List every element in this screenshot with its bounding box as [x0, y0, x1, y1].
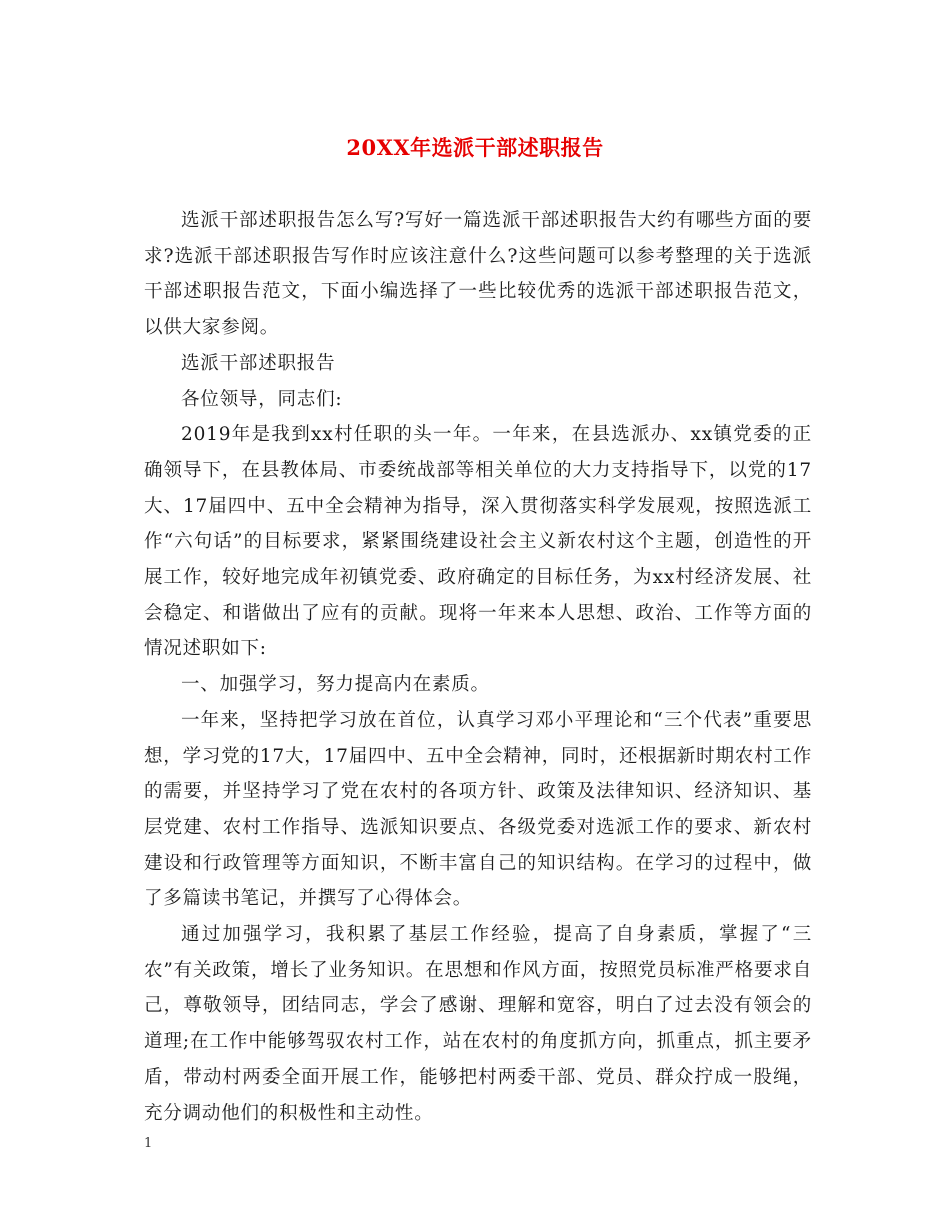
document-body [144, 203, 812, 1131]
section-heading-study: 一、加强学习，努力提高内在素质。 [181, 674, 490, 696]
overview-paragraph: 2019年是我到xx村任职的头一年。一年来，在县选派办、xx镇党委的正确领导下，在县教体局、市委统战部等相关单位的大力支持指导下，以党的17大、17届四中、五中全会精神为指导，深入贯彻落实科学发展观，按照选派工作“六句话”的目标要求，紧紧围绕建设社会主义新农村这个主题，创造性的开展工作，较好地完成年初镇党委、政府确定的目标任务，为xx村经济发展、社会稳定、和谐做出了应有的贡献。现将一年来本人思想、政治、工作等方面的情况述职如下: [144, 424, 812, 660]
salutation: 各位领导，同志们: [181, 388, 343, 410]
results-paragraph: 通过加强学习，我积累了基层工作经验，提高了自身素质，掌握了“三农”有关政策，增长了业务知识。在思想和作风方面，按照党员标准严格要求自己，尊敬领导，团结同志，学会了感谢、理解和宽容，明白了过去没有领会的道理;在工作中能够驾驭农村工作，站在农村的角度抓方向，抓重点，抓主要矛盾，带动村两委全面开展工作，能够把村两委干部、党员、群众拧成一股绳，充分调动他们的积极性和主动性。 [144, 924, 812, 1124]
report-heading: 选派干部述职报告 [181, 352, 336, 374]
page-number: 1 [144, 1136, 153, 1151]
intro-paragraph: 选派干部述职报告怎么写?写好一篇选派干部述职报告大约有哪些方面的要求?选派干部述职报告写作时应该注意什么?这些问题可以参考整理的关于选派干部述职报告范文，下面小编选择了一些比较优秀的选派干部述职报告范文，以供大家参阅。 [144, 210, 812, 339]
study-paragraph: 一年来，坚持把学习放在首位，认真学习邓小平理论和“三个代表”重要思想，学习党的17大，17届四中、五中全会精神，同时，还根据新时期农村工作的需要，并坚持学习了党在农村的各项方针、政策及法律知识、经济知识、基层党建、农村工作指导、选派知识要点、各级党委对选派工作的要求、新农村建设和行政管理等方面知识，不断丰富自己的知识结构。在学习的过程中，做了多篇读书笔记，并撰写了心得体会。 [144, 709, 812, 910]
document-title: 20XX年选派干部述职报告 [346, 135, 604, 160]
